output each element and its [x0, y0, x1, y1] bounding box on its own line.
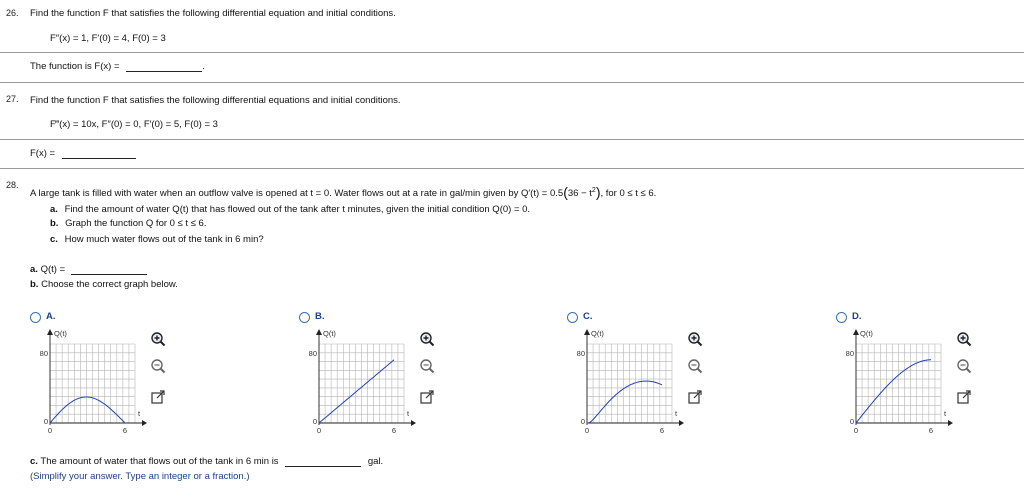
option-d-graph — [838, 326, 958, 436]
option-a-curve — [50, 397, 125, 423]
option-d-xlabel: t — [943, 409, 947, 418]
option-c-curve — [587, 381, 662, 423]
q28-answer-a-row — [30, 264, 147, 275]
option-d-label[interactable]: D. — [852, 311, 862, 322]
option-b-xlabel: t — [406, 409, 410, 418]
q28-part-b — [50, 218, 206, 229]
q27-equation: F‴(x) = 10x, F″(0) = 0, F′(0) = 5, F(0) = 3 — [50, 119, 218, 130]
q27-answer-row — [30, 148, 136, 159]
option-b-ytick-bottom: 0 — [312, 417, 317, 426]
q28-prompt-main: A large tank is filled with water when an outflow valve is opened at t = 0. Water flows out at a rate in gal/min given by Q′(t) = 0.5 — [30, 188, 564, 199]
option-b-xtick-left: 0 — [316, 426, 322, 435]
option-c-xtick-right: 6 — [659, 426, 665, 435]
option-b-label[interactable]: B. — [315, 311, 325, 322]
q28-answer-c-field[interactable] — [285, 456, 361, 467]
option-b-ytick-top: 80 — [308, 348, 317, 358]
option-a-xtick-right: 6 — [122, 426, 128, 435]
option-d-ytick-top: 80 — [845, 348, 854, 358]
q26-number: 26. — [6, 8, 19, 18]
q28-paren-exp: 2 — [591, 186, 596, 194]
option-d-radio[interactable] — [836, 312, 847, 323]
option-d-popout-icon[interactable] — [956, 389, 972, 405]
option-a-zoom-out-icon[interactable] — [150, 358, 166, 374]
option-c-graph — [569, 326, 689, 436]
q26-answer-prefix: The function is F(x) = — [30, 61, 120, 72]
option-c-zoom-out-icon[interactable] — [687, 358, 703, 374]
q28-answer-a-field[interactable] — [71, 264, 147, 275]
q26-answer-row — [30, 61, 205, 72]
option-d-ylabel: Q(t) — [860, 329, 873, 338]
q28-part-a — [50, 204, 530, 215]
q28-hint: (Simplify your answer. Type an integer or a fraction.) — [30, 471, 250, 482]
option-d-ytick-bottom: 0 — [849, 417, 854, 426]
q28-paren-inner: 36 − t — [567, 188, 592, 199]
option-b-curve — [319, 360, 394, 423]
q28-part-b-label: b. — [50, 218, 59, 229]
q28-answer-b-text: Choose the correct graph below. — [41, 279, 178, 290]
option-b-ylabel: Q(t) — [323, 329, 336, 338]
q28-answer-c-unit: gal. — [367, 456, 384, 467]
option-a-ytick-top: 80 — [39, 348, 48, 358]
q26-answer-suffix: . — [202, 61, 205, 72]
q26-equation: F″(x) = 1, F′(0) = 4, F(0) = 3 — [50, 33, 166, 44]
option-c-xlabel: t — [674, 409, 678, 418]
q27-number: 27. — [6, 94, 19, 104]
option-c-ytick-bottom: 0 — [580, 417, 585, 426]
q27-answer-prefix: F(x) = — [30, 148, 56, 159]
option-c-radio[interactable] — [567, 312, 578, 323]
option-a-popout-icon[interactable] — [150, 389, 166, 405]
option-a-xlabel: t — [137, 409, 141, 418]
q28-answer-a-prefix: Q(t) = — [40, 264, 66, 275]
q26-answer-field[interactable] — [126, 61, 202, 72]
option-a-ylabel: Q(t) — [54, 329, 67, 338]
option-b-popout-icon[interactable] — [419, 389, 435, 405]
option-d-zoom-in-icon[interactable] — [956, 331, 972, 347]
option-c-zoom-in-icon[interactable] — [687, 331, 703, 347]
option-d-xtick-left: 0 — [853, 426, 859, 435]
q28-paren-close: ) — [595, 184, 601, 200]
option-a-graph — [32, 326, 152, 436]
q28-part-c-text: How much water flows out of the tank in 6 min? — [64, 234, 264, 245]
q27-prompt: Find the function F that satisfies the following differential equations and initial conditions. — [30, 95, 401, 106]
option-d-curve — [856, 360, 931, 423]
q28-answer-a-label: a. — [30, 264, 38, 275]
option-b-xtick-right: 6 — [391, 426, 397, 435]
q27-answer-field[interactable] — [62, 148, 136, 159]
q28-paren-open: ( — [563, 184, 568, 200]
q28-part-a-label: a. — [50, 204, 58, 215]
q28-answer-c-row — [30, 456, 383, 467]
q28-answer-c-text: The amount of water that flows out of the tank in 6 min is — [40, 456, 279, 467]
option-a-zoom-in-icon[interactable] — [150, 331, 166, 347]
option-c-ytick-top: 80 — [576, 348, 585, 358]
option-c-ylabel: Q(t) — [591, 329, 604, 338]
q28-part-b-text: Graph the function Q for 0 ≤ t ≤ 6. — [65, 218, 207, 229]
option-c-xtick-left: 0 — [584, 426, 590, 435]
q28-prompt — [30, 184, 656, 200]
option-a-ytick-bottom: 0 — [43, 417, 48, 426]
q28-answer-b-row — [30, 279, 178, 290]
option-a-radio[interactable] — [30, 312, 41, 323]
q28-number: 28. — [6, 180, 19, 190]
option-c-label[interactable]: C. — [583, 311, 593, 322]
q28-answer-b-label: b. — [30, 279, 39, 290]
option-b-zoom-in-icon[interactable] — [419, 331, 435, 347]
q28-part-c — [50, 234, 264, 245]
q28-prompt-tail: , for 0 ≤ t ≤ 6. — [600, 188, 657, 199]
option-d-zoom-out-icon[interactable] — [956, 358, 972, 374]
q26-prompt: Find the function F that satisfies the following differential equation and initial conditions. — [30, 8, 396, 19]
q28-part-a-text: Find the amount of water Q(t) that has flowed out of the tank after t minutes, given the initial condition Q(0) = 0. — [64, 204, 531, 215]
q28-answer-c-label: c. — [30, 456, 38, 467]
option-b-graph — [301, 326, 421, 436]
option-c-popout-icon[interactable] — [687, 389, 703, 405]
option-a-xtick-left: 0 — [47, 426, 53, 435]
option-b-zoom-out-icon[interactable] — [419, 358, 435, 374]
option-d-xtick-right: 6 — [928, 426, 934, 435]
option-a-label[interactable]: A. — [46, 311, 56, 322]
q28-part-c-label: c. — [50, 234, 58, 245]
option-b-radio[interactable] — [299, 312, 310, 323]
